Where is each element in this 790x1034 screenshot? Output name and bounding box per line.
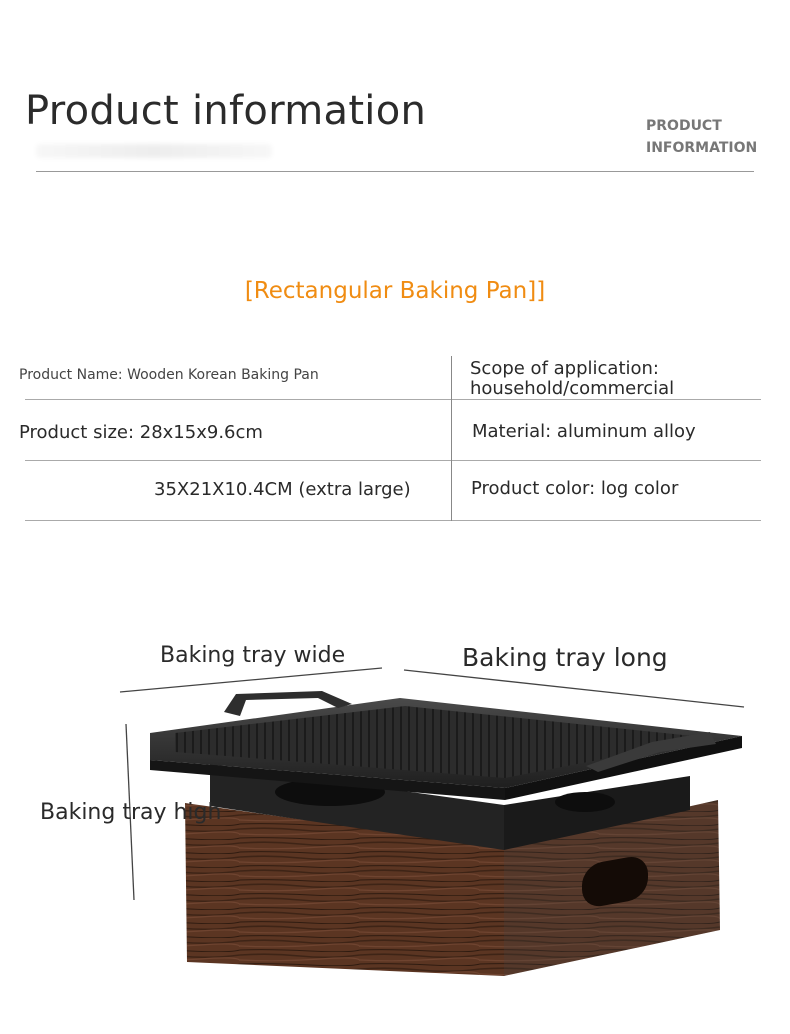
dimension-label-wide: Baking tray wide — [160, 643, 346, 668]
spec-row-divider-1 — [25, 399, 761, 400]
title-shadow-decoration — [36, 144, 272, 158]
side-label-line-2: INFORMATION — [646, 140, 758, 156]
spec-scope-line-2: household/commercial — [470, 378, 675, 399]
spec-size-large: 35X21X10.4CM (extra large) — [154, 479, 411, 500]
spec-column-divider — [451, 356, 452, 521]
spec-row-divider-3 — [25, 520, 761, 521]
page-title: Product information — [25, 88, 427, 134]
dimension-label-high: Baking tray high — [40, 800, 222, 825]
wide-guide-line — [120, 668, 382, 692]
spec-row-divider-2 — [25, 460, 761, 461]
section-side-label — [646, 115, 757, 159]
spec-scope — [470, 359, 674, 399]
spec-product-color: Product color: log color — [471, 478, 679, 499]
side-label-line-1: PRODUCT — [646, 118, 722, 134]
spec-product-size: Product size: 28x15x9.6cm — [19, 422, 263, 443]
dimension-label-long: Baking tray long — [462, 643, 668, 672]
header-divider — [36, 171, 754, 172]
long-guide-line — [404, 670, 744, 707]
spec-scope-line-1: Scope of application: — [470, 358, 659, 379]
spec-product-name: Product Name: Wooden Korean Baking Pan — [19, 367, 319, 383]
product-subtitle: [Rectangular Baking Pan]] — [244, 278, 546, 304]
spec-material: Material: aluminum alloy — [472, 421, 696, 442]
